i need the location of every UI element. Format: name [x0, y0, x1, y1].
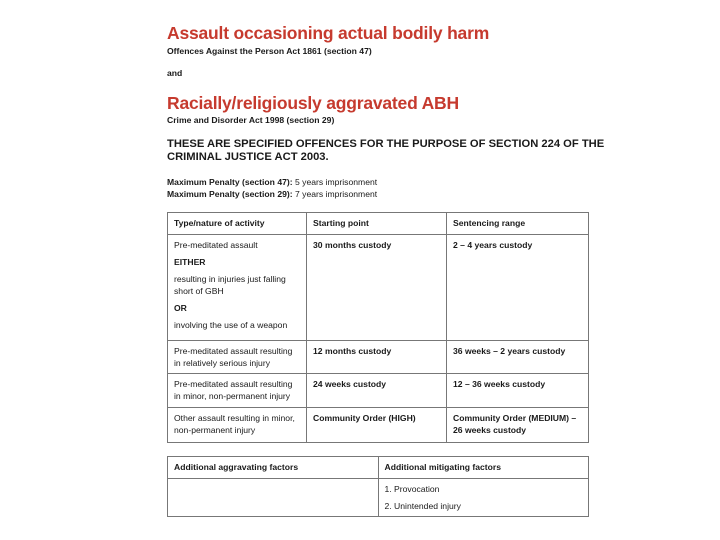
penalty-s29: Maximum Penalty (section 29): 7 years imprisonment — [167, 189, 378, 199]
starting-point-cell: 30 months custody — [313, 240, 392, 250]
sentencing-range-cell: Community Order (MEDIUM) – 26 weeks custody — [453, 413, 577, 435]
activity-cell: Other assault resulting in minor, non-permanent injury — [168, 408, 307, 443]
starting-point-cell: 12 months custody — [313, 346, 392, 356]
factors-table — [167, 456, 589, 517]
activity-line: Pre-meditated assault — [174, 240, 258, 250]
factors-row — [168, 479, 589, 517]
header-mitigating: Additional mitigating factors — [378, 457, 589, 479]
starting-point-cell: Community Order (HIGH) — [313, 413, 416, 423]
penalty-s47: Maximum Penalty (section 47): 5 years imprisonment — [167, 177, 378, 187]
or-label: OR — [174, 303, 187, 313]
header-activity: Type/nature of activity — [168, 213, 307, 235]
subtitle-act-1998: Crime and Disorder Act 1998 (section 29) — [167, 115, 335, 125]
factors-header-row — [168, 457, 589, 479]
aggravating-cell — [168, 479, 379, 517]
table-row — [168, 341, 589, 374]
specified-offences-line1: THESE ARE SPECIFIED OFFENCES FOR THE PURPOSE OF SECTION 224 OF THE — [167, 138, 605, 150]
activity-cell: Pre-meditated assault resulting in relatively serious injury — [168, 341, 307, 374]
mitigating-cell — [378, 479, 589, 517]
sentencing-table — [167, 212, 589, 443]
sentencing-range-cell: 12 – 36 weeks custody — [453, 379, 546, 389]
title-racially-aggravated: Racially/religiously aggravated ABH — [167, 93, 459, 113]
table-row — [168, 408, 589, 443]
title-abh: Assault occasioning actual bodily harm — [167, 23, 490, 43]
specified-offences-line2: CRIMINAL JUSTICE ACT 2003. — [167, 151, 329, 163]
header-aggravating: Additional aggravating factors — [168, 457, 379, 479]
either-label: EITHER — [174, 257, 206, 267]
mitigating-item: 1. Provocation — [384, 484, 440, 494]
activity-line: resulting in injuries just falling short of GBH — [174, 274, 286, 296]
sentencing-range-cell: 36 weeks – 2 years custody — [453, 346, 566, 356]
and-text: and — [167, 68, 183, 78]
header-starting-point: Starting point — [307, 213, 447, 235]
subtitle-act-1861: Offences Against the Person Act 1861 (section 47) — [167, 46, 372, 56]
activity-cell: Pre-meditated assault resulting in minor, non-permanent injury — [168, 374, 307, 408]
table-header-row — [168, 213, 589, 235]
table-row — [168, 235, 589, 341]
activity-line: involving the use of a weapon — [174, 320, 288, 330]
sentencing-range-cell: 2 – 4 years custody — [453, 240, 533, 250]
table-row — [168, 374, 589, 408]
mitigating-item: 2. Unintended injury — [384, 501, 461, 511]
activity-cell — [168, 235, 307, 341]
header-sentencing-range: Sentencing range — [447, 213, 589, 235]
starting-point-cell: 24 weeks custody — [313, 379, 387, 389]
